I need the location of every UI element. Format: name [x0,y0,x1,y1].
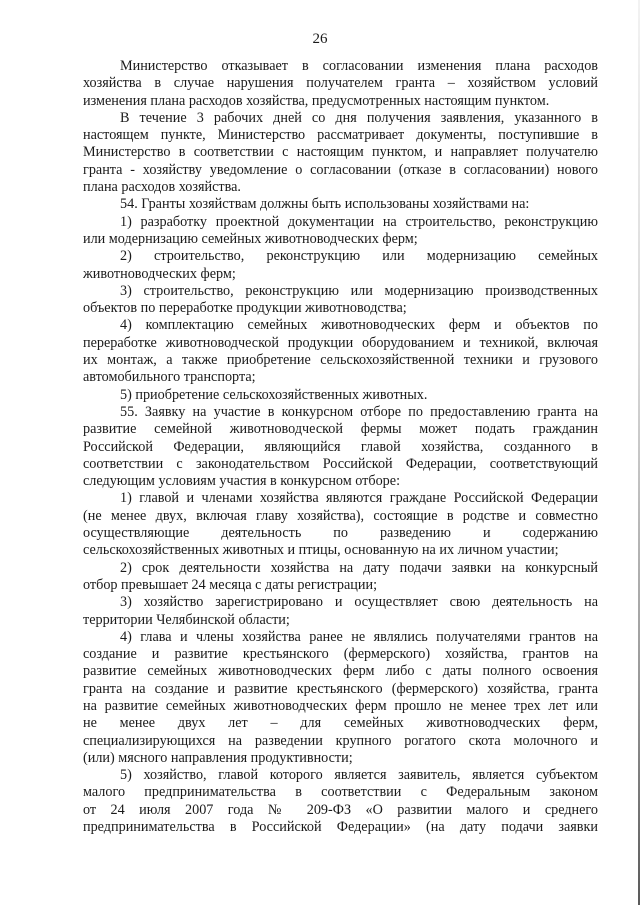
text-line: малого предпринимательства в соответствии с Федеральным законом [83,784,598,801]
text-line: специализирующихся на разведении крупного рогатого скота молочного и [83,732,598,749]
text-line: не менее двух лет – для семейных животноводческих ферм, [83,715,598,732]
text-line: объектов по переработке продукции животноводства; [83,300,407,317]
text-line: 1) разработку проектной документации на строительство, реконструкцию [120,213,598,230]
text-line: следующим условиям участия в конкурсном отборе: [83,473,401,490]
text-line: 2) срок деятельности хозяйства на дату подачи заявки на конкурсный [120,559,598,576]
text-line: (или) мясного направления продуктивности; [83,749,353,766]
text-line: или модернизацию семейных животноводческих ферм; [83,230,418,247]
text-line: (не менее двух, включая главу хозяйства), состоящие в родстве и совместно [83,507,598,524]
text-line: автомобильного транспорта; [83,369,256,386]
text-line: 3) строительство, реконструкцию или модернизацию производственных [120,282,598,299]
text-line: 54. Гранты хозяйствам должны быть использованы хозяйствами на: [120,196,530,213]
text-line: гранта - хозяйству уведомление о согласовании (отказе в согласовании) нового [83,161,598,178]
text-line: 55. Заявку на участие в конкурсном отборе по предоставлению гранта на [120,403,598,420]
text-line: от 24 июля 2007 года № 209-ФЗ «О развитии малого и среднего [83,801,598,818]
text-line: животноводческих ферм; [83,265,236,282]
text-line: создание и развитие крестьянского (фермерского) хозяйства, грантов на [83,646,598,663]
text-line: 3) хозяйство зарегистрировано и осуществляет свою деятельность на [120,594,598,611]
text-line: настоящем пункте, Министерство рассматривает документы, поступившие в [83,127,598,144]
text-line: гранта на создание и развитие крестьянского (фермерского) хозяйства, гранта [83,680,598,697]
text-line: 4) комплектацию семейных животноводческих ферм и объектов по [120,317,598,334]
text-line: на развитие семейных животноводческих ферм прошло не менее трех лет или [83,697,598,714]
text-line: переработке животноводческой продукции оборудованием и техникой, включая [83,334,598,351]
text-line: изменения плана расходов хозяйства, предусмотренных настоящим пунктом. [83,92,550,109]
text-line: 2) строительство, реконструкцию или модернизацию семейных [120,248,598,265]
text-line: Российской Федерации, являющийся главой хозяйства, созданного в [83,438,598,455]
text-line: развитие семейной животноводческой фермы может подать гражданин [83,421,598,438]
text-line: 4) глава и члены хозяйства ранее не являлись получателями грантов на [120,628,598,645]
text-line: развитие семейных животноводческих ферм либо с даты полного освоения [83,663,598,680]
text-line: осуществляющие деятельность по разведению и содержанию [83,525,598,542]
document-body [83,58,598,836]
text-line: Министерство отказывает в согласовании изменения плана расходов [120,58,598,74]
text-line: соответствии с законодательством Российской Федерации, соответствующий [83,455,598,472]
text-line: плана расходов хозяйства. [83,179,241,196]
text-line: 5) хозяйство, главой которого является заявитель, является субъектом [120,767,598,784]
text-line: В течение 3 рабочих дней со дня получения заявления, указанного в [120,109,598,126]
text-line: 1) главой и членами хозяйства являются граждане Российской Федерации [120,490,598,507]
text-line: хозяйства в случае нарушения получателем гранта – хозяйством условий [83,75,598,92]
text-line: территории Челябинской области; [83,611,290,628]
text-line: сельскохозяйственных животных и птицы, основанную на их личном участии; [83,542,559,559]
text-line: их монтаж, а также приобретение сельскохозяйственной техники и грузового [83,352,598,369]
text-line: отбор превышает 24 месяца с даты регистрации; [83,576,378,593]
text-line: 5) приобретение сельскохозяйственных животных. [120,386,428,403]
text-line: Министерство в соответствии с настоящим пунктом, и направляет получателю [83,144,598,161]
text-line: предпринимательства в Российской Федерации» (на дату подачи заявки [83,819,598,836]
page-number: 26 [312,31,328,47]
